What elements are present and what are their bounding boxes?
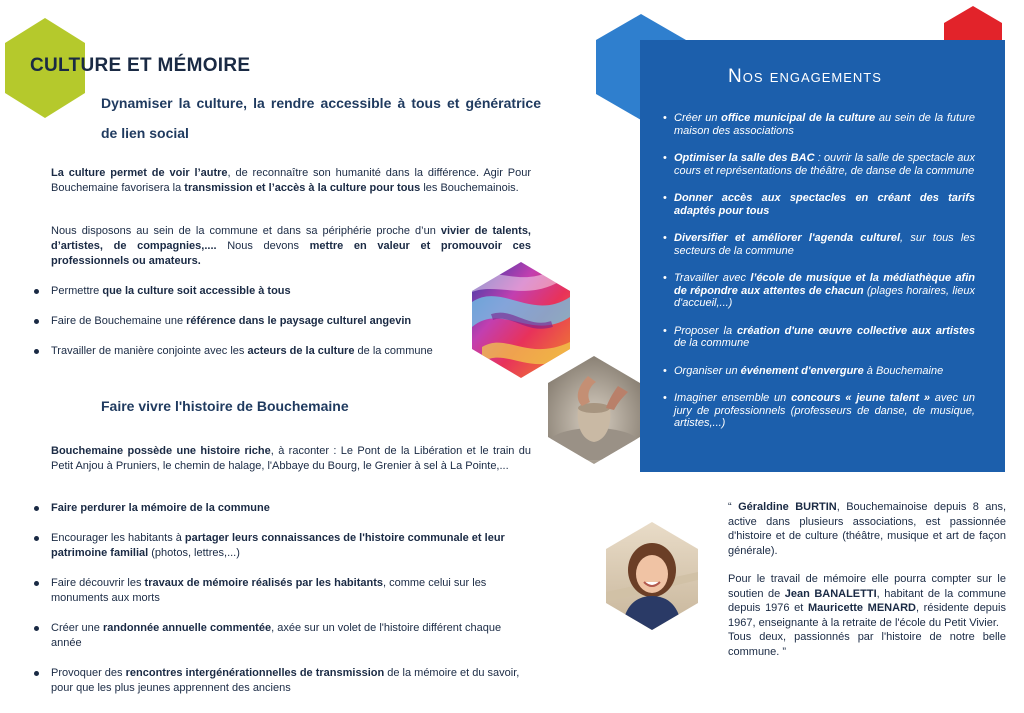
pottery-hexagon-image — [548, 356, 640, 464]
culture-bullet-item: Permettre que la culture soit accessible à tous — [32, 284, 532, 299]
culture-paragraph-2: Nous disposons au sein de la commune et dans sa périphérie proche d’un vivier de talents, d’artistes, de compagnies,.... Nous devons mettre en valeur et promouvoir ces professionnels ou amateurs. — [51, 225, 531, 267]
history-bullet-item: Encourager les habitants à partager leurs connaissances de l'histoire communale et leur patrimoine familial (photos, lettres,...) — [32, 531, 532, 561]
history-bullet-list — [32, 501, 532, 696]
culture-bullet-item: Travailler de manière conjointe avec les acteurs de la culture de la commune — [32, 344, 532, 359]
history-bullet-item: Faire perdurer la mémoire de la commune — [32, 501, 532, 516]
history-bullet-item: Provoquer des rencontres intergénérationnelles de transmission de la mémoire et du savoir, pour que les plus jeunes apprennent des anciens — [32, 666, 532, 696]
quote-paragraph-2: Pour le travail de mémoire elle pourra compter sur le soutien de Jean BANALETTI, habitant de la commune depuis 1976 et Mauricette MENARD, résidente depuis 1967, enseignante à la retraite de l'école du Petit Vivier. — [728, 573, 1006, 629]
history-paragraph: Bouchemaine possède une histoire riche, à raconter : Le Pont de la Libération et le train du Petit Anjou à Pruniers, le chemin de halage, l'Abbaye du Bourg, le Grenier à sel à La Pointe,... — [51, 445, 532, 472]
history-title: Faire vivre l'histoire de Bouchemaine — [101, 398, 349, 414]
engagement-item: • Travailler avec l’école de musique et la médiathèque afin de répondre aux attentes de chacun (plages horaires, lieux d'accueil,...) — [663, 272, 975, 310]
section-title: CULTURE ET MÉMOIRE — [30, 55, 251, 76]
engagements-list — [663, 112, 975, 430]
history-bullet-item: Faire découvrir les travaux de mémoire réalisés par les habitants, comme celui sur les monuments aux morts — [32, 576, 532, 606]
engagement-item: • Diversifier et améliorer l'agenda culturel, sur tous les secteurs de la commune — [663, 232, 975, 257]
engagement-item: • Créer un office municipal de la culture au sein de la future maison des associations — [663, 112, 975, 137]
quote-paragraph-1: “ Géraldine BURTIN, Bouchemainoise depuis 8 ans, active dans plusieurs associations, est passionnée d'histoire et de culture (théâtre, musique et art de façon générale). — [728, 501, 1006, 557]
culture-bullet-list — [32, 284, 532, 359]
engagement-item: • Organiser un événement d'envergure à Bouchemaine — [663, 365, 975, 378]
culture-bullet-item: Faire de Bouchemaine une référence dans le paysage culturel angevin — [32, 314, 532, 329]
portrait-hexagon-image — [606, 522, 698, 630]
engagement-item: • Imaginer ensemble un concours « jeune talent » avec un jury de professionnels (professeurs de danse, de musique, artistes,...) — [663, 392, 975, 430]
engagement-item: • Optimiser la salle des BAC : ouvrir la salle de spectacle aux cours et représentations de théâtre, de danse de la commune — [663, 152, 975, 177]
culture-paragraph-1: La culture permet de voir l’autre, de reconnaître son humanité dans la différence. Agir Pour Bouchemaine favorisera la transmission et l’accès à la culture pour tous les Bouchemainois. — [51, 167, 531, 194]
engagement-item: • Donner accès aux spectacles en créant des tarifs adaptés pour tous — [663, 192, 975, 217]
testimonial-quote — [728, 500, 1006, 659]
quote-paragraph-3: Tous deux, passionnés par l'histoire de notre belle commune. ” — [728, 631, 1006, 658]
engagement-item: • Proposer la création d'une œuvre collective aux artistes de la commune — [663, 325, 975, 350]
engagements-title: Nos engagements — [728, 66, 882, 87]
culture-subtitle: Dynamiser la culture, la rendre accessible à tous et génératrice de lien social — [101, 95, 541, 141]
history-bullet-item: Créer une randonnée annuelle commentée, axée sur un volet de l'histoire différent chaque année — [32, 621, 532, 651]
